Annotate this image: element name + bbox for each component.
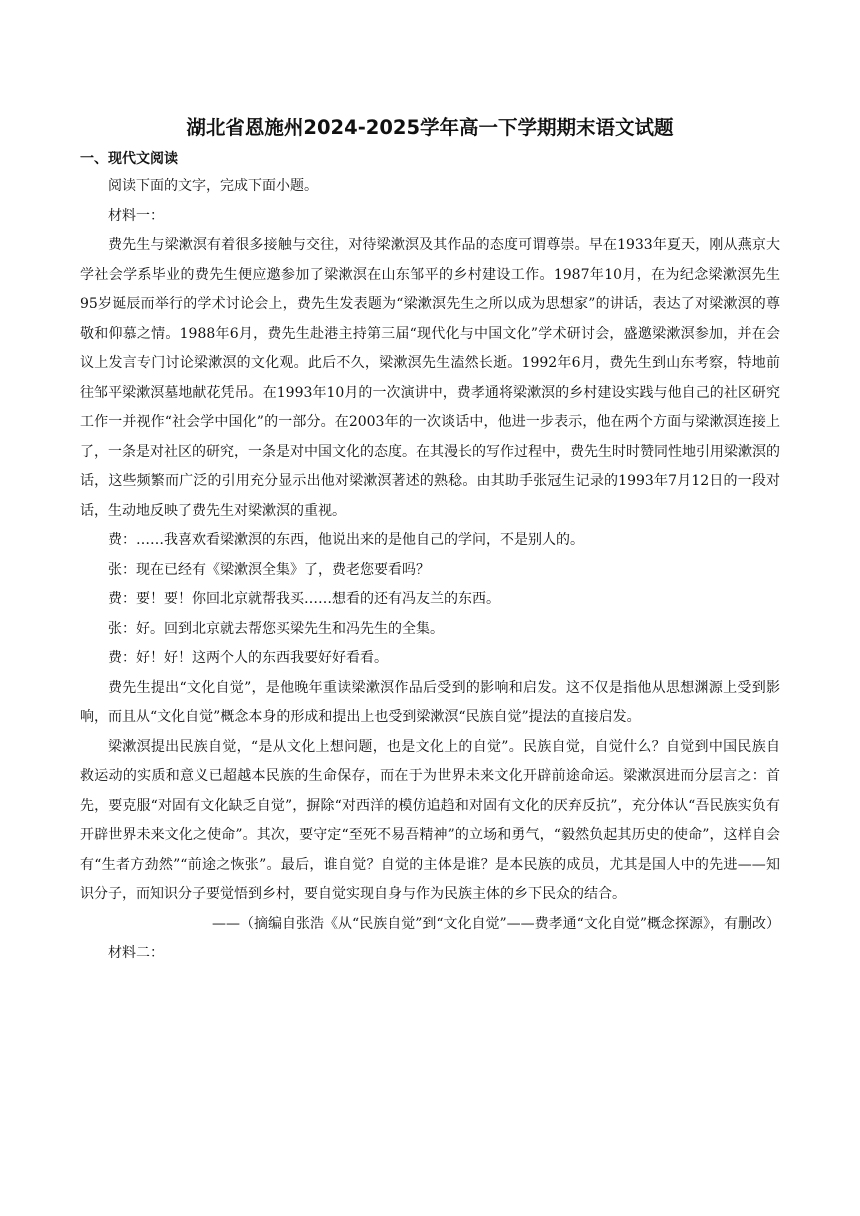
material-two-label: 材料二： [108,945,164,961]
material-one-paragraph-2: 费先生提出“文化自觉”，是他晚年重读梁漱溟作品后受到的影响和启发。这不仅是指他从思想渊源上受到影响，而且从“文化自觉”概念本身的形成和提出上也受到梁漱溟“民族自觉”提法的直接启发。 [80,679,780,725]
dialogue-line: 张：好。回到北京就去帮您买梁先生和冯先生的全集。 [108,620,444,637]
material-one-paragraph-1: 费先生与梁漱溟有着很多接触与交往，对待梁漱溟及其作品的态度可谓尊崇。早在1933年夏天，刚从燕京大学社会学系毕业的费先生便应邀参加了梁漱溟在山东邹平的乡村建设工作。1987年10月，在为纪念梁漱溟先生95岁诞辰而举行的学术讨论会上，费先生发表题为“梁漱溟先生之所以成为思想家”的讲话，表达了对梁漱溟的尊敬和仰慕之情。1988年6月，费先生赴港主持第三届“现代化与中国文化”学术研讨会，盛邀梁漱溟参加，并在会议上发言专门讨论梁漱溟的文化观。此后不久，梁漱溟先生溘然长逝。1992年6月，费先生到山东考察，特地前往邹平梁漱溟墓地献花凭吊。在1993年10月的一次演讲中，费孝通将梁漱溟的乡村建设实践与他自己的社区研究工作一并视作“社会学中国化”的一部分。在2003年的一次谈话中，他进一步表示，他在两个方面与梁漱溟连接上了，一条是对社区的研究，一条是对中国文化的态度。在其漫长的写作过程中，费先生时时赞同性地引用梁漱溟的话，这些频繁而广泛的引用充分显示出他对梁漱溟著述的熟稔。由其助手张冠生记录的1993年7月12日的一段对话，生动地反映了费先生对梁漱溟的重视。 [80,237,780,519]
instruction-text: 阅读下面的文字，完成下面小题。 [108,178,318,194]
dialogue-line: 费：要！要！你回北京就帮我买……想看的还有冯友兰的东西。 [108,591,500,607]
document-title: 湖北省恩施州2024-2025学年高一下学期期末语文试题 [186,116,674,139]
section-heading: 一、现代文阅读 [80,151,178,167]
material-one-paragraph-3: 梁漱溟提出民族自觉，“是从文化上想问题，也是文化上的自觉”。民族自觉，自觉什么？自觉到中国民族自救运动的实质和意义已超越本民族的生命保存，而在于为世界未来文化开辟前途命运。梁漱溟进而分层言之：首先，要克服“对固有文化缺乏自觉”，摒除“对西洋的模仿追趋和对固有文化的厌弃反抗”，充分体认“吾民族实负有开辟世界未来文化之使命”。其次，要守定“至死不易吾精神”的立场和勇气，“毅然负起其历史的使命”，这样自会有“生者方劲然”“前途之恢张”。最后，谁自觉？自觉的主体是谁？是本民族的成员，尤其是国人中的先进——知识分子，而知识分子要觉悟到乡村，要自觉实现自身与作为民族主体的乡下民众的结合。 [80,738,780,902]
dialogue-line: 张：现在已经有《梁漱溟全集》了，费老您要看吗？ [108,561,430,578]
document-page [80,112,780,969]
dialogue-line: 费：……我喜欢看梁漱溟的东西，他说出来的是他自己的学问，不是别人的。 [108,532,584,548]
dialogue-line: 费：好！好！这两个人的东西我要好好看看。 [108,650,388,666]
material-one-label: 材料一： [108,207,164,224]
source-citation: ——（摘编自张浩《从“民族自觉”到“文化自觉”——费孝通“文化自觉”概念探源》，有删改） [212,915,780,932]
